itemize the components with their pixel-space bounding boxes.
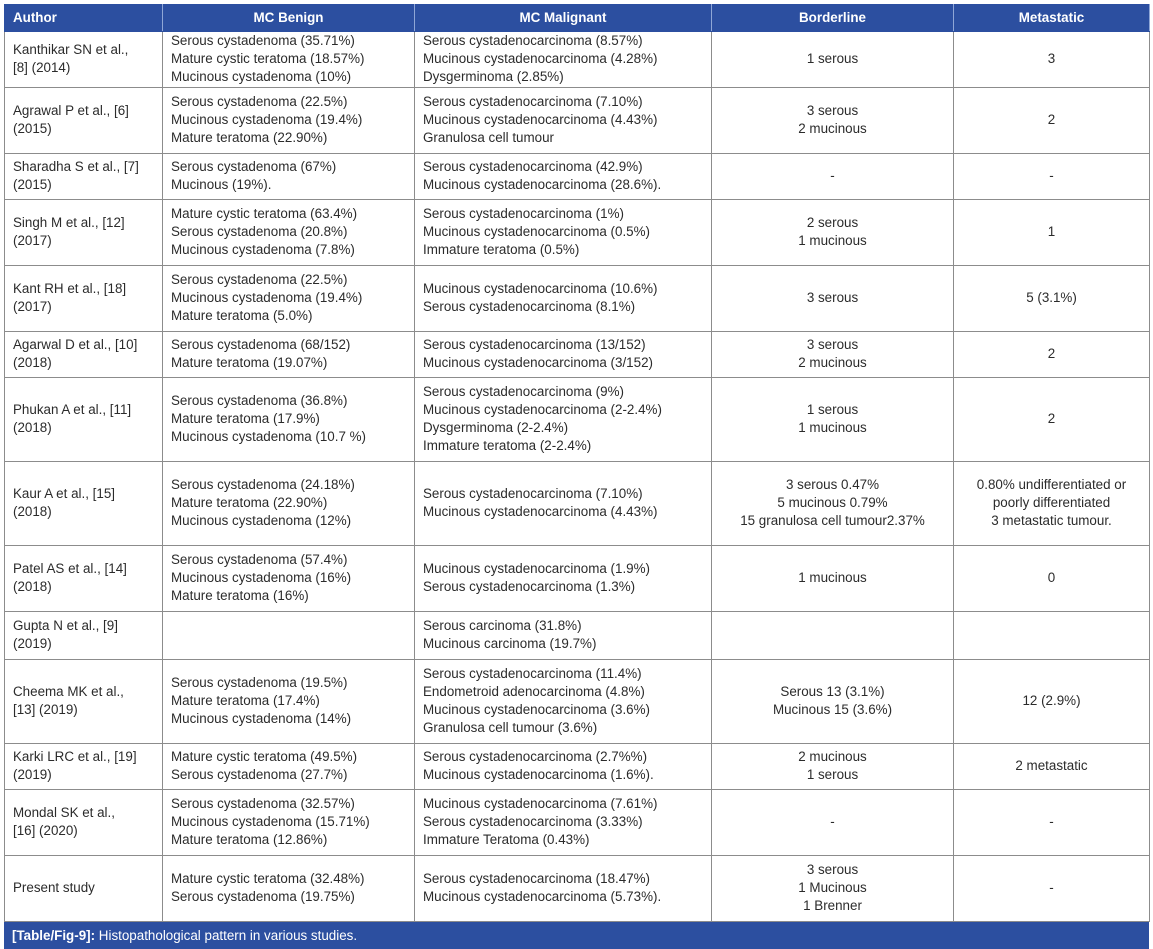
borderline-cell — [712, 855, 954, 921]
mc-benign-cell — [163, 545, 415, 611]
author-cell — [5, 461, 163, 545]
cell-line: 1 mucinous — [798, 570, 867, 585]
cell-line: 1 serous — [806, 767, 859, 783]
cell-line: Mucinous cystadenocarcinoma (4.43%) — [423, 504, 658, 520]
cell-line: Mature cystic teratoma (32.48%) — [171, 870, 365, 886]
mc-benign-cell — [163, 659, 415, 743]
cell-line: Karki LRC et al., [19] — [13, 748, 137, 764]
metastatic-cell — [954, 331, 1150, 377]
table-row — [5, 377, 1150, 461]
mc-malignant-cell — [415, 32, 712, 88]
borderline-cell — [712, 331, 954, 377]
cell-line: (2017) — [13, 299, 52, 315]
cell-line: Serous cystadenocarcinoma (2.7%%) — [423, 748, 648, 764]
author-cell — [5, 153, 163, 199]
cell-line: 2 mucinous — [798, 121, 867, 137]
metastatic-cell — [954, 743, 1150, 789]
author-cell — [5, 265, 163, 331]
cell-line: Immature teratoma (0.5%) — [423, 242, 580, 258]
author-cell — [5, 659, 163, 743]
cell-line: Immature teratoma (2-2.4%) — [423, 438, 592, 454]
borderline-cell — [712, 153, 954, 199]
mc-benign-cell — [163, 32, 415, 88]
cell-line: Mature teratoma (22.90%) — [171, 495, 328, 510]
cell-line: Mucinous cystadenoma (10.7 %) — [171, 429, 367, 445]
cell-line: 2 mucinous — [798, 355, 867, 371]
cell-line: Phukan A et al., [11] — [13, 401, 132, 417]
cell-line: Mature teratoma (19.07%) — [171, 355, 328, 371]
mc-benign-cell — [163, 265, 415, 331]
table-row — [5, 331, 1150, 377]
cell-line: 3 serous — [806, 861, 859, 877]
cell-line: Mucinous cystadenoma (10%) — [171, 69, 352, 85]
table-row — [5, 153, 1150, 199]
cell-line: Serous cystadenoma (19.75%) — [171, 889, 355, 905]
metastatic-cell — [954, 32, 1150, 88]
mc-benign-cell — [163, 789, 415, 855]
cell-line: Dysgerminoma (2.85%) — [423, 69, 564, 85]
cell-line: 3 serous — [806, 102, 859, 118]
mc-malignant-cell — [415, 743, 712, 789]
borderline-cell — [712, 377, 954, 461]
cell-line: poorly differentiated — [992, 495, 1111, 510]
metastatic-cell — [954, 377, 1150, 461]
cell-line: Serous cystadenocarcinoma (11.4%) — [423, 665, 642, 681]
cell-line: Mucinous cystadenoma (19.4%) — [171, 112, 363, 127]
cell-line: (2015) — [13, 121, 52, 137]
cell-line: Serous cystadenocarcinoma (18.47%) — [423, 870, 651, 886]
cell-line: Agarwal D et al., [10] — [13, 336, 138, 352]
mc-malignant-cell — [415, 461, 712, 545]
cell-line: Serous cystadenocarcinoma (42.9%) — [423, 158, 643, 174]
cell-line: 5 (3.1%) — [1026, 290, 1077, 305]
cell-line: - — [1049, 168, 1054, 183]
cell-line: Serous cystadenoma (68/152) — [171, 336, 351, 352]
cell-line: Mature teratoma (12.86%) — [171, 832, 328, 848]
table-row — [5, 611, 1150, 659]
cell-line: 3 metastatic tumour. — [991, 513, 1112, 529]
table-row — [5, 461, 1150, 545]
header-borderline: Borderline — [712, 5, 954, 32]
cell-line: 1 mucinous — [798, 420, 867, 436]
cell-line: Mucinous cystadenocarcinoma (7.61%) — [423, 795, 658, 811]
mc-benign-cell — [163, 153, 415, 199]
caption-text: Histopathological pattern in various studies. — [95, 927, 358, 943]
cell-line: Granulosa cell tumour — [423, 130, 554, 146]
cell-line: Serous cystadenoma (24.18%) — [171, 476, 355, 492]
cell-line: 1 Mucinous — [798, 880, 867, 895]
table-row — [5, 32, 1150, 88]
cell-line: (2018) — [13, 504, 52, 520]
table-row — [5, 265, 1150, 331]
cell-line: Mucinous cystadenocarcinoma (2-2.4%) — [423, 401, 662, 417]
cell-line: Mucinous cystadenoma (12%) — [171, 513, 352, 529]
table-row — [5, 855, 1150, 921]
table-row — [5, 789, 1150, 855]
cell-line: 2 — [1047, 411, 1056, 426]
cell-line: Cheema MK et al., — [13, 683, 124, 699]
cell-line: - — [1049, 880, 1054, 895]
cell-line: Mucinous cystadenoma (15.71%) — [171, 814, 370, 829]
cell-line: Mucinous cystadenocarcinoma (1.6%). — [423, 767, 654, 783]
cell-line: Granulosa cell tumour (3.6%) — [423, 720, 598, 736]
metastatic-cell — [954, 545, 1150, 611]
cell-line: Present study — [13, 880, 95, 895]
cell-line: Immature Teratoma (0.43%) — [423, 832, 590, 848]
cell-line: 1 serous — [806, 401, 859, 417]
mc-malignant-cell — [415, 789, 712, 855]
cell-line: Mucinous cystadenocarcinoma (0.5%) — [423, 224, 651, 239]
cell-line: (2019) — [13, 767, 52, 783]
cell-line: Mucinous cystadenoma (16%) — [171, 570, 352, 585]
cell-line: Mature teratoma (16%) — [171, 588, 309, 604]
cell-line: Sharadha S et al., [7] — [13, 158, 139, 174]
cell-line: 2 serous — [806, 214, 859, 230]
metastatic-cell — [954, 265, 1150, 331]
mc-benign-cell — [163, 743, 415, 789]
cell-line: Serous cystadenoma (32.57%) — [171, 795, 355, 811]
borderline-cell — [712, 32, 954, 88]
cell-line: Serous cystadenocarcinoma (8.57%) — [423, 33, 643, 48]
cell-line: 3 — [1047, 51, 1056, 67]
metastatic-cell — [954, 611, 1150, 659]
author-cell — [5, 331, 163, 377]
cell-line: 2 mucinous — [798, 748, 867, 764]
mc-benign-cell — [163, 461, 415, 545]
cell-line: Mucinous carcinoma (19.7%) — [423, 636, 597, 652]
borderline-cell — [712, 545, 954, 611]
cell-line: Mature cystic teratoma (49.5%) — [171, 748, 358, 764]
header-mc-malignant: MC Malignant — [415, 5, 712, 32]
author-cell — [5, 611, 163, 659]
cell-line: Agrawal P et al., [6] — [13, 102, 129, 118]
cell-line: Dysgerminoma (2-2.4%) — [423, 420, 569, 436]
cell-line: Serous cystadenocarcinoma (9%) — [423, 383, 624, 399]
cell-line: Mucinous cystadenocarcinoma (5.73%). — [423, 889, 662, 905]
mc-benign-cell — [163, 199, 415, 265]
cell-line: Mucinous cystadenocarcinoma (4.43%) — [423, 112, 658, 127]
cell-line: (2018) — [13, 355, 52, 371]
borderline-cell — [712, 199, 954, 265]
histopathology-table — [4, 4, 1150, 922]
header-row — [5, 5, 1150, 32]
cell-line: Singh M et al., [12] — [13, 214, 125, 230]
table-row — [5, 199, 1150, 265]
mc-benign-cell — [163, 611, 415, 659]
cell-line: Mucinous 15 (3.6%) — [772, 702, 893, 718]
cell-line: (2019) — [13, 636, 52, 652]
cell-line: Serous cystadenoma (67%) — [171, 158, 337, 174]
table-caption — [4, 922, 1149, 949]
cell-line: 2 — [1047, 112, 1056, 127]
cell-line: 3 serous 0.47% — [785, 476, 880, 492]
cell-line: 5 mucinous 0.79% — [777, 495, 888, 510]
cell-line: Kanthikar SN et al., — [13, 42, 129, 58]
cell-line: (2018) — [13, 420, 52, 436]
cell-line: Mature teratoma (22.90%) — [171, 130, 328, 146]
cell-line: (2015) — [13, 177, 52, 193]
header-author: Author — [5, 5, 163, 32]
cell-line: Mucinous cystadenoma (19.4%) — [171, 290, 363, 305]
header-metastatic: Metastatic — [954, 5, 1150, 32]
author-cell — [5, 743, 163, 789]
cell-line: Kant RH et al., [18] — [13, 280, 127, 296]
mc-benign-cell — [163, 331, 415, 377]
borderline-cell — [712, 659, 954, 743]
metastatic-cell — [954, 461, 1150, 545]
cell-line: Serous cystadenoma (22.5%) — [171, 271, 348, 287]
cell-line: Mucinous (19%). — [171, 177, 272, 193]
cell-line: [13] (2019) — [13, 702, 78, 718]
cell-line: Patel AS et al., [14] — [13, 560, 127, 576]
cell-line: Serous cystadenoma (35.71%) — [171, 33, 355, 48]
borderline-cell — [712, 265, 954, 331]
caption-label: [Table/Fig-9]: — [12, 927, 96, 943]
metastatic-cell — [954, 153, 1150, 199]
cell-line: (2017) — [13, 233, 52, 249]
cell-line: Mucinous cystadenocarcinoma (3/152) — [423, 355, 653, 371]
author-cell — [5, 32, 163, 88]
mc-malignant-cell — [415, 331, 712, 377]
cell-line: Mucinous cystadenoma (7.8%) — [171, 242, 355, 258]
cell-line: Endometroid adenocarcinoma (4.8%) — [423, 683, 645, 699]
mc-benign-cell — [163, 87, 415, 153]
cell-line: Serous cystadenocarcinoma (3.33%) — [423, 814, 643, 829]
mc-malignant-cell — [415, 611, 712, 659]
cell-line: Gupta N et al., [9] — [13, 617, 118, 633]
cell-line: Mucinous cystadenocarcinoma (1.9%) — [423, 560, 651, 576]
cell-line: Serous cystadenocarcinoma (1.3%) — [423, 579, 636, 595]
cell-line: 1 mucinous — [798, 233, 867, 249]
cell-line: Serous cystadenoma (19.5%) — [171, 674, 348, 690]
author-cell — [5, 855, 163, 921]
cell-line: Serous cystadenocarcinoma (13/152) — [423, 336, 646, 352]
cell-line: - — [830, 814, 835, 829]
cell-line: Mucinous cystadenocarcinoma (28.6%). — [423, 177, 662, 193]
header-mc-benign: MC Benign — [163, 5, 415, 32]
cell-line: Mucinous cystadenoma (14%) — [171, 711, 352, 727]
cell-line: Serous cystadenocarcinoma (7.10%) — [423, 485, 643, 501]
mc-malignant-cell — [415, 153, 712, 199]
table-figure — [4, 4, 1149, 949]
cell-line: 3 serous — [806, 336, 859, 352]
borderline-cell — [712, 87, 954, 153]
cell-line: Serous carcinoma (31.8%) — [423, 617, 582, 633]
borderline-cell — [712, 461, 954, 545]
author-cell — [5, 377, 163, 461]
borderline-cell — [712, 789, 954, 855]
cell-line: Serous cystadenoma (36.8%) — [171, 392, 348, 408]
cell-line: Mature teratoma (17.9%) — [171, 411, 320, 426]
cell-line: (2018) — [13, 579, 52, 595]
mc-malignant-cell — [415, 87, 712, 153]
table-row — [5, 87, 1150, 153]
borderline-cell — [712, 611, 954, 659]
cell-line: Serous cystadenocarcinoma (1%) — [423, 205, 624, 221]
cell-line: Mucinous cystadenocarcinoma (4.28%) — [423, 51, 658, 67]
mc-malignant-cell — [415, 855, 712, 921]
author-cell — [5, 789, 163, 855]
cell-line: Mature teratoma (17.4%) — [171, 693, 320, 708]
cell-line: Serous cystadenocarcinoma (7.10%) — [423, 93, 643, 109]
cell-line: Mucinous cystadenocarcinoma (10.6%) — [423, 280, 658, 296]
cell-line: 3 serous — [806, 290, 859, 305]
author-cell — [5, 545, 163, 611]
author-cell — [5, 87, 163, 153]
cell-line: 1 serous — [806, 51, 859, 67]
cell-line: Serous cystadenoma (22.5%) — [171, 93, 348, 109]
mc-malignant-cell — [415, 377, 712, 461]
cell-line: [16] (2020) — [13, 823, 78, 839]
author-cell — [5, 199, 163, 265]
cell-line: Mature cystic teratoma (63.4%) — [171, 205, 358, 221]
cell-line: 1 Brenner — [803, 898, 862, 914]
cell-line: Mature teratoma (5.0%) — [171, 308, 313, 324]
cell-line: Serous 13 (3.1%) — [780, 683, 885, 699]
cell-line: Kaur A et al., [15] — [13, 485, 115, 501]
mc-benign-cell — [163, 377, 415, 461]
cell-line: - — [1049, 814, 1054, 829]
cell-line: 2 — [1047, 346, 1056, 361]
table-row — [5, 743, 1150, 789]
metastatic-cell — [954, 659, 1150, 743]
table-row — [5, 545, 1150, 611]
cell-line: 0.80% undifferentiated or — [976, 476, 1127, 492]
cell-line: 1 — [1047, 224, 1056, 239]
mc-benign-cell — [163, 855, 415, 921]
metastatic-cell — [954, 87, 1150, 153]
mc-malignant-cell — [415, 659, 712, 743]
cell-line: Serous cystadenocarcinoma (8.1%) — [423, 299, 636, 315]
cell-line: 2 metastatic — [1015, 758, 1088, 773]
table-row — [5, 659, 1150, 743]
mc-malignant-cell — [415, 545, 712, 611]
cell-line: [8] (2014) — [13, 60, 71, 76]
metastatic-cell — [954, 199, 1150, 265]
cell-line: Serous cystadenoma (27.7%) — [171, 767, 348, 783]
cell-line: Serous cystadenoma (57.4%) — [171, 551, 348, 567]
cell-line: 12 (2.9%) — [1022, 693, 1081, 708]
cell-line: 15 granulosa cell tumour2.37% — [740, 513, 925, 529]
cell-line: - — [830, 168, 835, 183]
mc-malignant-cell — [415, 199, 712, 265]
metastatic-cell — [954, 789, 1150, 855]
mc-malignant-cell — [415, 265, 712, 331]
borderline-cell — [712, 743, 954, 789]
cell-line: Mondal SK et al., — [13, 804, 115, 820]
cell-line: Serous cystadenoma (20.8%) — [171, 224, 348, 239]
metastatic-cell — [954, 855, 1150, 921]
cell-line: 0 — [1047, 570, 1056, 585]
cell-line: Mucinous cystadenocarcinoma (3.6%) — [423, 702, 651, 718]
cell-line: Mature cystic teratoma (18.57%) — [171, 51, 365, 67]
